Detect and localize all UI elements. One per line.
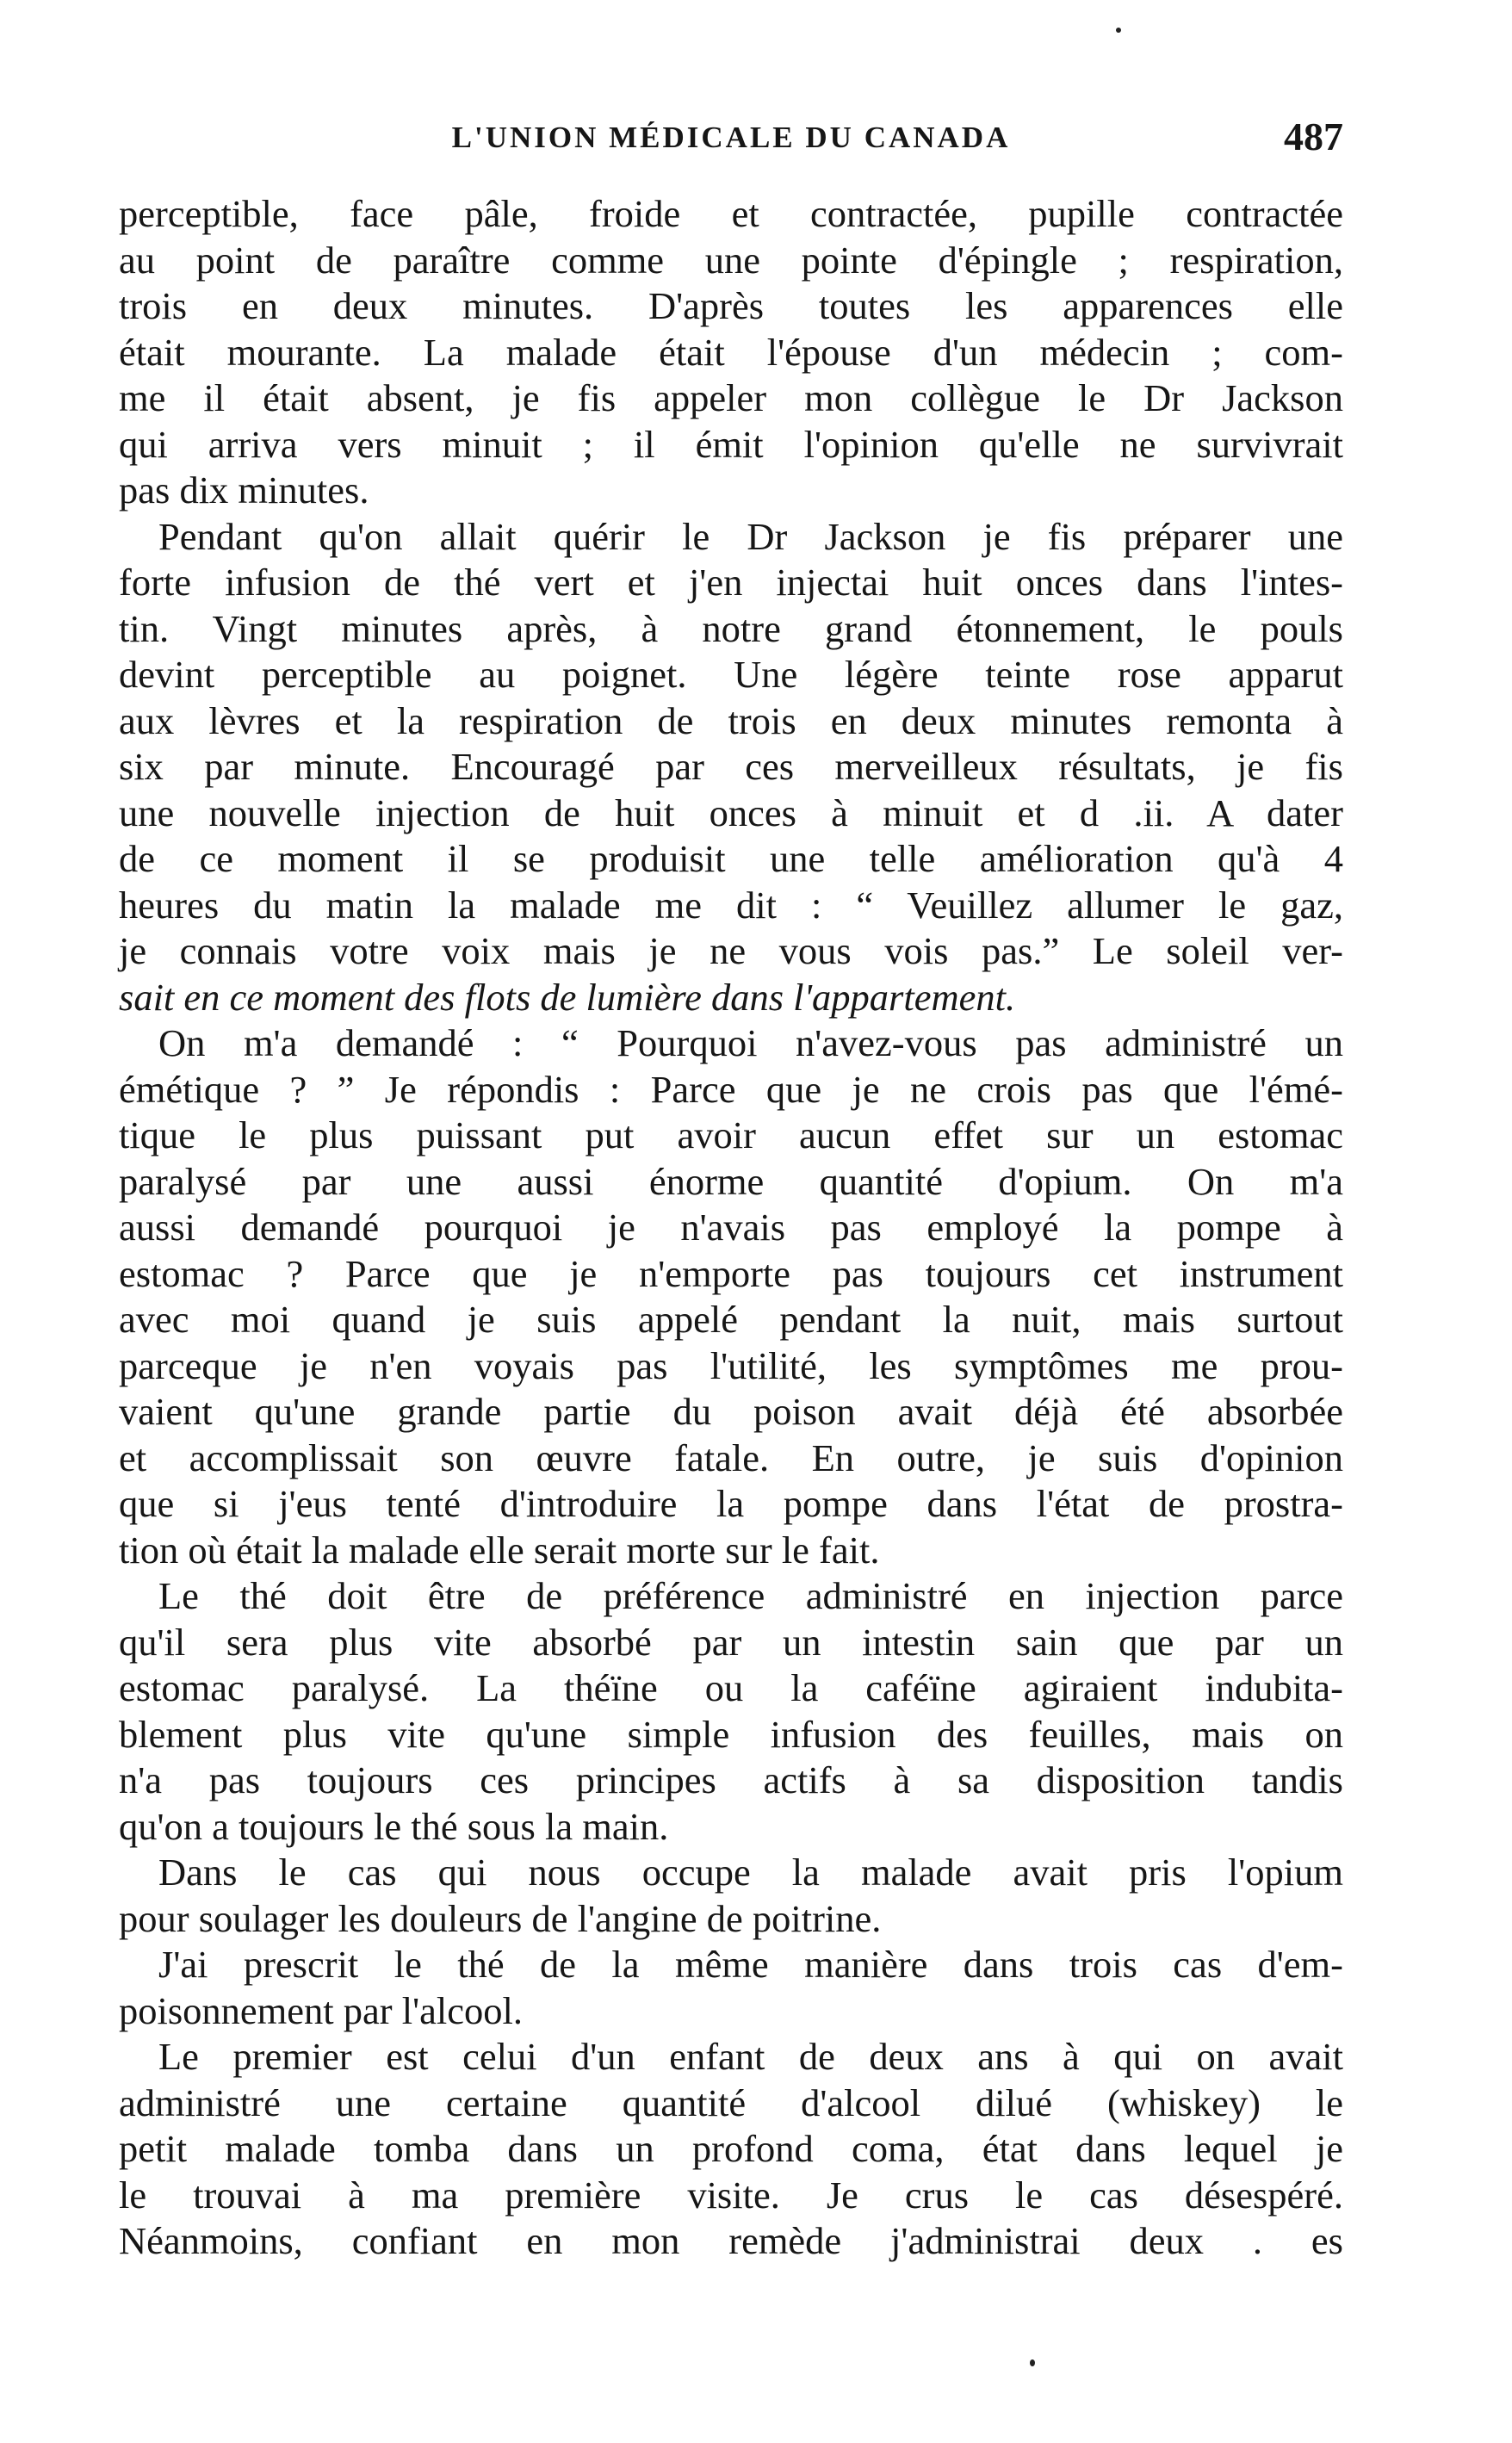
text-line: une nouvelle injection de huit onces à minuit et d .ii. A dater <box>119 791 1343 834</box>
text-line: Le thé doit être de préférence administré en injection parce <box>158 1574 1343 1617</box>
text-line: que si j'eus tenté d'introduire la pompe dans l'état de prostra- <box>119 1482 1343 1525</box>
text-line: le trouvai à ma première visite. Je crus le cas désespéré. <box>119 2173 1343 2217</box>
text-line: tin. Vingt minutes après, à notre grand étonnement, le pouls <box>119 606 1343 650</box>
text-line: heures du matin la malade me dit : “ Veuillez allumer le gaz, <box>119 883 1343 927</box>
text-line: J'ai prescrit le thé de la même manière dans trois cas d'em- <box>158 1943 1343 1986</box>
text-line: tique le plus puissant put avoir aucun effet sur un estomac <box>119 1113 1343 1156</box>
text-line: On m'a demandé : “ Pourquoi n'avez-vous pas administré un <box>158 1021 1343 1064</box>
text-line: je connais votre voix mais je ne vous vois pas.” Le soleil ver- <box>119 929 1343 972</box>
text-line: pour soulager les douleurs de l'angine de poitrine. <box>119 1896 882 1940</box>
text-line: blement plus vite qu'une simple infusion des feuilles, mais on <box>119 1712 1343 1756</box>
page-number: 487 <box>1284 115 1343 158</box>
text-line: qu'il sera plus vite absorbé par un intestin sain que par un <box>119 1620 1343 1664</box>
text-line: perceptible, face pâle, froide et contractée, pupille contractée <box>119 192 1343 235</box>
text-line: forte infusion de thé vert et j'en injectai huit onces dans l'intes- <box>119 561 1343 604</box>
text-line: de ce moment il se produisit une telle amélioration qu'à 4 <box>119 837 1343 880</box>
text-line: paralysé par une aussi énorme quantité d'opium. On m'a <box>119 1159 1343 1203</box>
text-line: n'a pas toujours ces principes actifs à sa disposition tandis <box>119 1758 1343 1801</box>
print-speck <box>1116 28 1121 33</box>
page <box>119 114 1343 2265</box>
text-line: au point de paraître comme une pointe d'épingle ; respiration, <box>119 238 1343 282</box>
text-line: poisonnement par l'alcool. <box>119 1988 523 2032</box>
text-line: parceque je n'en voyais pas l'utilité, les symptômes me prou- <box>119 1343 1343 1387</box>
text-line: émétique ? ” Je répondis : Parce que je ne crois pas que l'émé- <box>119 1067 1343 1111</box>
article-body <box>119 191 1343 2265</box>
text-line: pas dix minutes. <box>119 468 369 512</box>
text-line: Le premier est celui d'un enfant de deux ans à qui on avait <box>158 2035 1343 2078</box>
text-line: petit malade tomba dans un profond coma, état dans lequel je <box>119 2127 1343 2170</box>
running-head: L'UNION MÉDICALE DU CANADA <box>451 121 1011 154</box>
text-line: Pendant qu'on allait quérir le Dr Jackson je fis préparer une <box>158 514 1343 558</box>
text-line: me il était absent, je fis appeler mon collègue le Dr Jackson <box>119 376 1343 419</box>
text-line: sait en ce moment des flots de lumière dans l'appartement. <box>119 975 1016 1019</box>
text-line: et accomplissait son œuvre fatale. En outre, je suis d'opinion <box>119 1435 1343 1479</box>
text-line: estomac ? Parce que je n'emporte pas toujours cet instrument <box>119 1251 1343 1295</box>
text-line: Dans le cas qui nous occupe la malade avait pris l'opium <box>158 1851 1343 1894</box>
text-line: tion où était la malade elle serait morte sur le fait. <box>119 1528 880 1572</box>
text-line: devint perceptible au poignet. Une légère teinte rose apparut <box>119 653 1343 696</box>
text-line: trois en deux minutes. D'après toutes les apparences elle <box>119 284 1343 327</box>
text-line: avec moi quand je suis appelé pendant la nuit, mais surtout <box>119 1298 1343 1341</box>
text-line: qui arriva vers minuit ; il émit l'opinion qu'elle ne survivrait <box>119 422 1343 466</box>
text-line: six par minute. Encouragé par ces merveilleux résultats, je fis <box>119 745 1343 788</box>
text-line: estomac paralysé. La théïne ou la caféïne agiraient indubita- <box>119 1666 1343 1709</box>
text-line: vaient qu'une grande partie du poison avait déjà été absorbée <box>119 1390 1343 1433</box>
text-line: aussi demandé pourquoi je n'avais pas employé la pompe à <box>119 1206 1343 1249</box>
text-line: était mourante. La malade était l'épouse d'un médecin ; com- <box>119 330 1343 374</box>
page-header <box>119 114 1343 165</box>
text-line: administré une certaine quantité d'alcool dilué (whiskey) le <box>119 2080 1343 2124</box>
print-speck <box>1030 2359 1035 2366</box>
text-line: aux lèvres et la respiration de trois en deux minutes remonta à <box>119 698 1343 742</box>
text-line: qu'on a toujours le thé sous la main. <box>119 1804 669 1848</box>
text-line: Néanmoins, confiant en mon remède j'administrai deux . es <box>119 2219 1343 2262</box>
